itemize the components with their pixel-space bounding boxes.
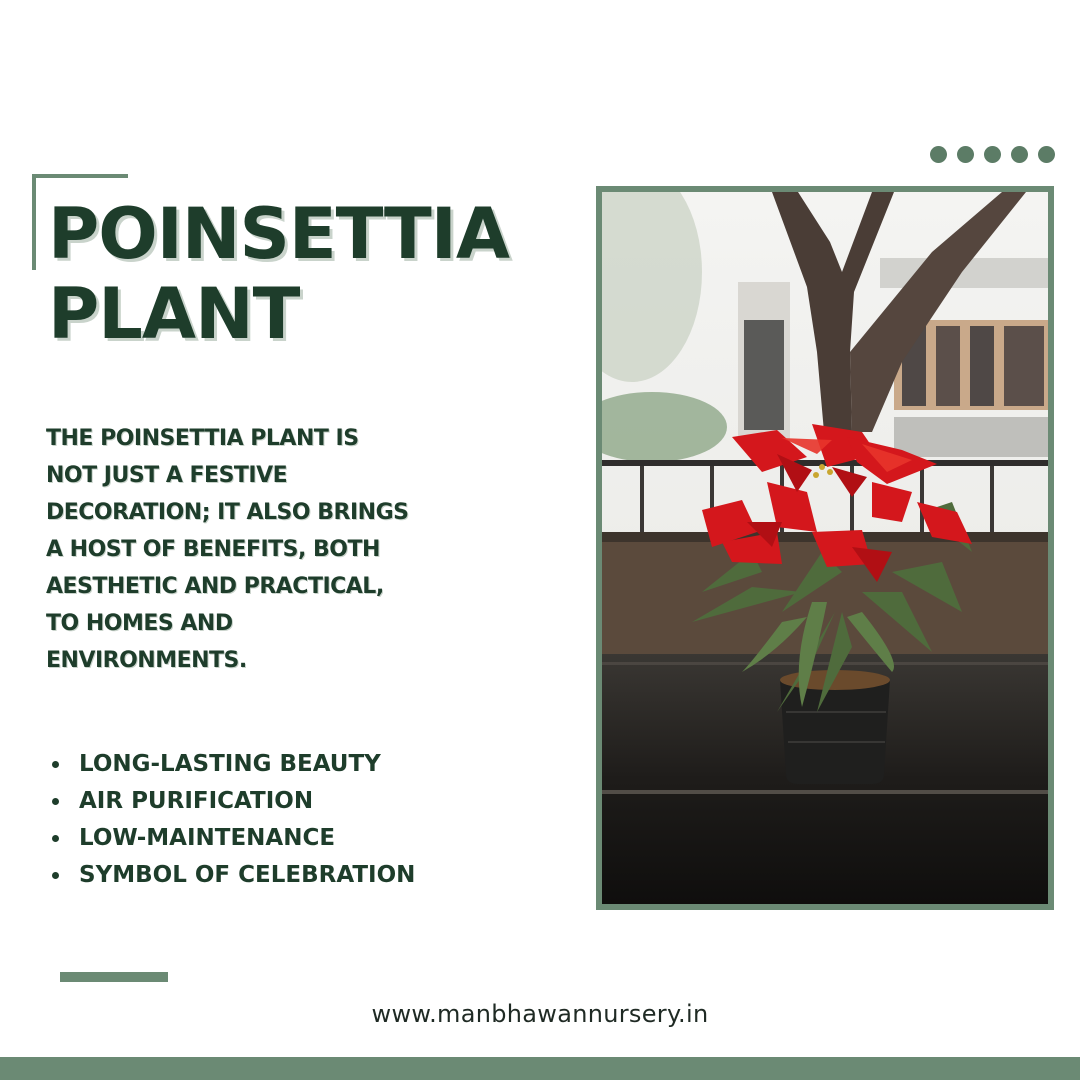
footer-bar <box>0 1057 1080 1080</box>
dot-icon <box>1011 146 1028 163</box>
page-title <box>48 194 509 354</box>
dot-icon <box>1038 146 1055 163</box>
bullet-icon <box>52 835 59 842</box>
website-link[interactable]: www.manbhawannursery.in <box>371 1000 709 1028</box>
poinsettia-image <box>602 192 1048 904</box>
description <box>46 420 466 679</box>
benefit-label: LONG-LASTING BEAUTY <box>79 751 381 777</box>
benefit-label: SYMBOL OF CELEBRATION <box>79 862 416 888</box>
dot-icon <box>930 146 947 163</box>
list-item <box>46 746 415 783</box>
title-line-2: PLANT <box>48 273 300 355</box>
bullet-icon <box>52 761 59 768</box>
benefit-label: LOW-MAINTENANCE <box>79 825 336 851</box>
benefits-list <box>46 746 415 894</box>
description-line: TO HOMES AND <box>46 611 233 636</box>
decorative-dots <box>930 146 1055 163</box>
description-line: THE POINSETTIA PLANT IS <box>46 426 359 451</box>
list-item <box>46 820 415 857</box>
benefit-label: AIR PURIFICATION <box>79 788 314 814</box>
bullet-icon <box>52 798 59 805</box>
description-line: NOT JUST A FESTIVE <box>46 463 288 488</box>
list-item <box>46 857 415 894</box>
title-bracket-left <box>32 174 36 270</box>
bullet-icon <box>52 872 59 879</box>
description-line: A HOST OF BENEFITS, BOTH <box>46 537 380 562</box>
description-line: ENVIRONMENTS. <box>46 648 247 673</box>
title-line-1: POINSETTIA <box>48 193 509 275</box>
plant-photo <box>596 186 1054 910</box>
dot-icon <box>984 146 1001 163</box>
dot-icon <box>957 146 974 163</box>
description-line: DECORATION; IT ALSO BRINGS <box>46 500 409 525</box>
title-bracket-top <box>32 174 128 178</box>
description-line: AESTHETIC AND PRACTICAL, <box>46 574 384 599</box>
list-item <box>46 783 415 820</box>
accent-bar <box>60 972 168 982</box>
